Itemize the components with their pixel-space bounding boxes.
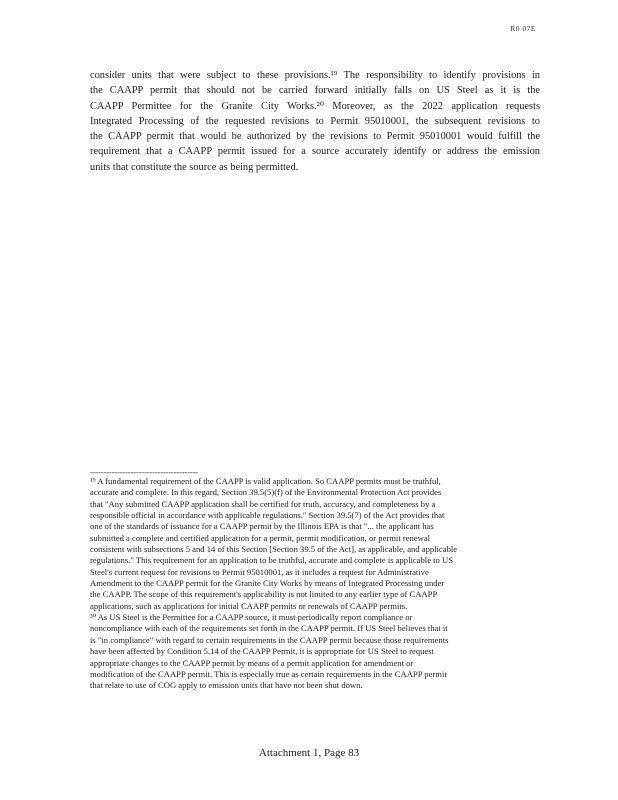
footnote-line: applications, such as applications for initial CAAPP permits or renewals of CAAPP permits.	[90, 600, 408, 611]
footnote-line: modification of the CAAPP permit. This is especially true as certain requirements in the CAAPP permit	[90, 668, 447, 679]
document-id: R0 07E	[510, 24, 536, 33]
footnote-line: one of the standards of issuance for a CAAPP permit by the Illinois EPA is that "... the applicant has	[90, 521, 434, 532]
footnote-line: Amendment to the CAAPP permit for the Granite City Works by means of Integrated Processing under	[90, 578, 445, 589]
footnotes	[90, 476, 540, 692]
footnote-line: responsible official in accordance with applicable regulations." Section 39.5(7) of the Act provides that	[90, 510, 445, 521]
footnote-line: consistent with subsections 5 and 14 of this Section [Section 39.5 of the Act], as applicable, and applicable	[90, 544, 458, 555]
body-line: requirement that a CAAPP permit issued for a source accurately identify or address the emission	[90, 146, 540, 158]
page-footer: Attachment 1, Page 83	[258, 747, 360, 759]
body-line: consider units that were subject to these provisions.¹⁹ The responsibility to identify provisions in	[90, 70, 540, 81]
body-line: units that constitute the source as being permitted.	[90, 161, 299, 173]
body-line: the CAAPP permit that should not be carried forward initially falls on US Steel as it is the	[90, 85, 540, 97]
footnote-line: noncompliance with each of the requirements set forth in the CAAPP permit. If US Steel believes that it	[90, 623, 448, 634]
footnote-line: ¹⁹ A fundamental requirement of the CAAPP is valid application. So CAAPP permits must be truthful,	[90, 476, 441, 486]
footnote-line: ²⁰ As US Steel is the Permittee for a CAAPP source, it must periodically report compliance or	[90, 612, 413, 623]
body-line: the CAAPP permit that would be authorized by the revisions to Permit 95010001 would fulfill the	[90, 131, 540, 143]
footnote-line: is "in compliance" with regard to certain requirements in the CAAPP permit because those requirements	[90, 634, 449, 645]
footnote-line: regulations." This requirement for an application to be truthful, accurate and complete is applicable to US	[90, 555, 453, 566]
footnote-line: accurate and complete. In this regard, Section 39.5(5)(f) of the Environmental Protection Act provides	[90, 487, 442, 498]
footnote-line: have been affected by Condition 5.14 of the CAAPP Permit, it is appropriate for US Steel to request	[90, 646, 434, 657]
footnote-line: appropriate changes to the CAAPP permit by means of a permit application for amendment or	[90, 657, 414, 668]
footnote-line: Steel's current request for revisions to Permit 95010001, as it includes a request for Administrative	[90, 566, 429, 577]
footnote-line: that "Any submitted CAAPP application shall be certified for truth, accuracy, and completeness by a	[90, 498, 436, 509]
footnote-line: that relate to use of COG apply to emission units that have not been shut down.	[90, 680, 363, 691]
body-line: Integrated Processing of the requested revisions to Permit 95010001, the subsequent revisions to	[90, 115, 540, 127]
footnote-line: the CAAPP. The scope of this requirement's applicability is not limited to any earlier type of CAAPP	[90, 589, 438, 600]
body-paragraph	[90, 68, 540, 175]
body-line: CAAPP Permittee for the Granite City Works.²⁰ Moreover, as the 2022 application requests	[90, 100, 540, 112]
footnote-line: submitted a complete and certified application for a permit, permit modification, or permit renewal	[90, 532, 431, 543]
footnote-divider: ----------------------------------------	[90, 467, 198, 477]
